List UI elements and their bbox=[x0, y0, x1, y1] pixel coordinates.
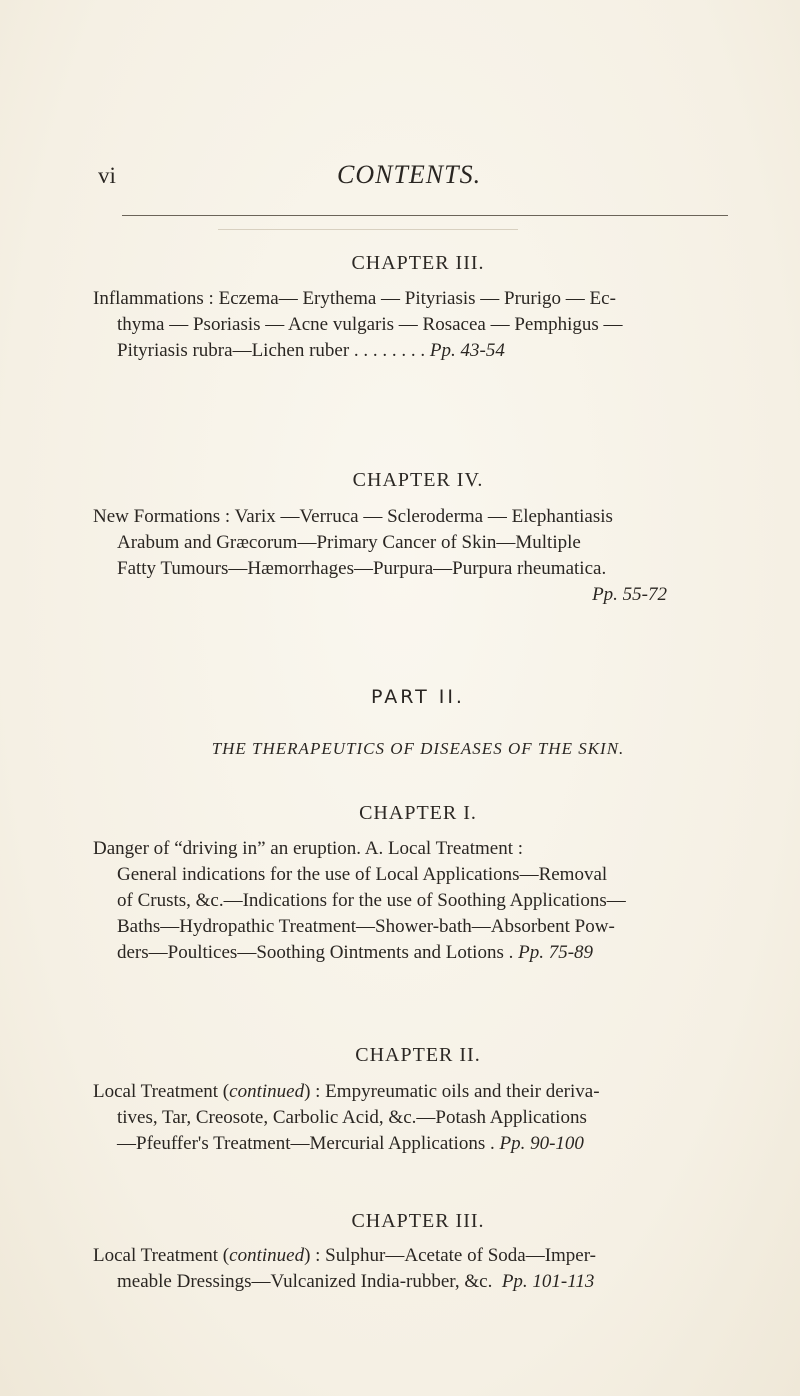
page-range: Pp. 75-89 bbox=[518, 942, 594, 963]
entry-line: Inflammations : Eczema— Erythema — Pityriasis — Prurigo — Ec- bbox=[93, 288, 616, 309]
header-rule-faint bbox=[218, 229, 518, 230]
entry-line bbox=[93, 1131, 739, 1157]
chapter-heading: CHAPTER IV. bbox=[352, 469, 484, 491]
chapter-entry bbox=[93, 1243, 739, 1295]
entry-line bbox=[93, 940, 739, 966]
chapter-heading: CHAPTER III. bbox=[351, 1210, 485, 1232]
entry-line bbox=[93, 338, 739, 364]
entry-line: General indications for the use of Local Applications—Removal bbox=[117, 864, 608, 885]
header-rule bbox=[122, 215, 728, 216]
entry-line-text: Pityriasis rubra—Lichen ruber . . . . . . . . bbox=[117, 340, 426, 361]
entry-line-italic: continued bbox=[229, 1245, 305, 1266]
page-range: Pp. 43-54 bbox=[429, 340, 505, 361]
page-range: Pp. 55-72 bbox=[592, 584, 667, 605]
chapter-entry bbox=[93, 504, 739, 608]
part-subtitle: THE THERAPEUTICS OF DISEASES OF THE SKIN. bbox=[211, 739, 625, 758]
page-header bbox=[0, 160, 800, 203]
page-range: Pp. 90-100 bbox=[499, 1133, 584, 1154]
entry-line-text: meable Dressings—Vulcanized India-rubber, &c. bbox=[117, 1271, 493, 1292]
entry-line bbox=[93, 1269, 739, 1295]
entry-line-text: Local Treatment ( bbox=[93, 1245, 230, 1266]
entry-line-text: ) : Empyreumatic oils and their deriva- bbox=[304, 1081, 600, 1102]
chapter-entry bbox=[93, 836, 739, 966]
page-number: vi bbox=[98, 163, 116, 188]
entry-line: tives, Tar, Creosote, Carbolic Acid, &c.—Potash Applications bbox=[117, 1107, 587, 1128]
entry-line: Arabum and Græcorum—Primary Cancer of Skin—Multiple bbox=[117, 532, 581, 553]
part-heading: PART II. bbox=[371, 686, 465, 708]
entry-line-italic: continued bbox=[229, 1081, 305, 1102]
entry-line bbox=[93, 1243, 739, 1269]
page-range: Pp. 101-113 bbox=[501, 1271, 595, 1292]
entry-line bbox=[93, 1079, 739, 1105]
chapter-entry bbox=[93, 1079, 739, 1157]
entry-line-text: ders—Poultices—Soothing Ointments and Lotions . bbox=[117, 942, 514, 963]
entry-line: Danger of “driving in” an eruption. A. Local Treatment : bbox=[93, 838, 524, 859]
chapter-heading: CHAPTER III. bbox=[351, 252, 485, 274]
entry-line: Baths—Hydropathic Treatment—Shower-bath—Absorbent Pow- bbox=[117, 916, 615, 937]
entry-line: thyma — Psoriasis — Acne vulgaris — Rosacea — Pemphigus — bbox=[117, 314, 623, 335]
entry-line: of Crusts, &c.—Indications for the use of Soothing Applications— bbox=[117, 890, 626, 911]
entry-line-text: Local Treatment ( bbox=[93, 1081, 230, 1102]
running-title: CONTENTS. bbox=[337, 160, 482, 189]
entry-line: Fatty Tumours—Hæmorrhages—Purpura—Purpura rheumatica. bbox=[117, 558, 607, 579]
entry-line-text: ) : Sulphur—Acetate of Soda—Imper- bbox=[304, 1245, 597, 1266]
entry-line-text: —Pfeuffer's Treatment—Mercurial Applications . bbox=[117, 1133, 495, 1154]
chapter-entry bbox=[93, 286, 739, 364]
entry-line: New Formations : Varix —Verruca — Scleroderma — Elephantiasis bbox=[93, 506, 613, 527]
chapter-heading: CHAPTER I. bbox=[359, 802, 477, 824]
chapter-heading: CHAPTER II. bbox=[355, 1044, 481, 1066]
